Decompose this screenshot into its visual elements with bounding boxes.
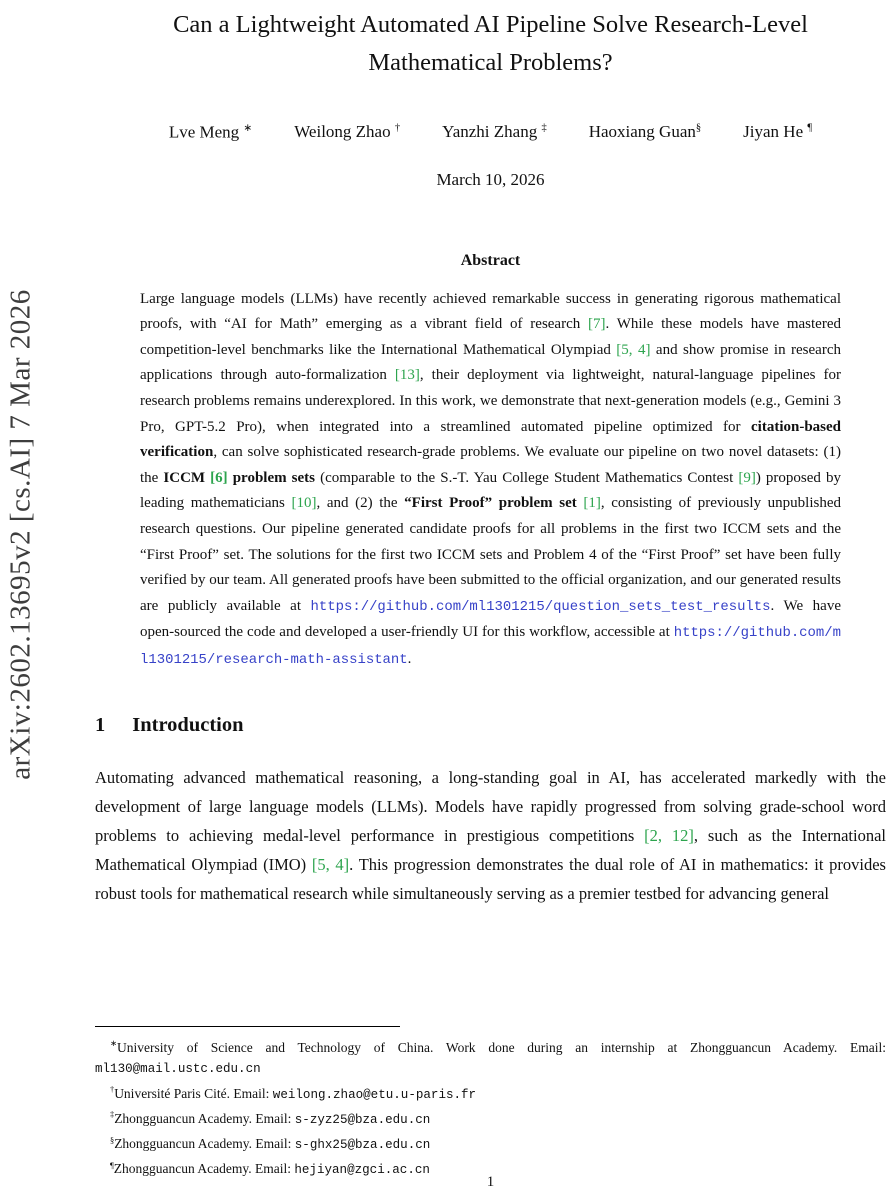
url-link[interactable]: https://github.com/ml1301215/question_sets_test_results: [310, 598, 771, 615]
author-name: Jiyan He ¶: [743, 122, 813, 141]
paper-title-line2: Mathematical Problems?: [368, 49, 613, 76]
author-list: [95, 122, 886, 143]
arxiv-watermark: arXiv:2602.13695v2 [cs.AI] 7 Mar 2026: [4, 289, 37, 780]
emphasized-text: citation-based verification: [140, 418, 841, 461]
footnote-symbol: §: [110, 1135, 115, 1145]
footnote-area: [95, 1026, 886, 1181]
citation-link[interactable]: [13]: [394, 367, 420, 384]
citation-link[interactable]: [9]: [738, 469, 756, 486]
citation-link[interactable]: [6]: [210, 469, 228, 486]
citation-link[interactable]: [5, 4]: [311, 854, 350, 874]
section-number: 1: [95, 713, 106, 736]
citation-link[interactable]: [1]: [583, 495, 601, 512]
footnote-symbol: ‡: [110, 1110, 115, 1120]
paper-content: [95, 0, 886, 1178]
author-name: Yanzhi Zhang ‡: [442, 122, 547, 141]
author-mark: ∗: [243, 123, 253, 134]
citation-link[interactable]: [5, 4]: [616, 341, 651, 358]
footnote-symbol: ¶: [110, 1160, 114, 1170]
citation-link[interactable]: [7]: [588, 316, 606, 333]
url-link[interactable]: https://github.com/ml1301215/research-math-assistant: [140, 625, 841, 668]
section-title: Introduction: [132, 713, 244, 736]
author-mark: †: [394, 122, 401, 134]
paper-title-line1: Can a Lightweight Automated AI Pipeline Solve Research-Level: [173, 11, 808, 38]
email-text: s-zyz25@bza.edu.cn: [294, 1112, 431, 1127]
citation-link[interactable]: [2, 12]: [644, 825, 694, 845]
email-text: s-ghx25@bza.edu.cn: [294, 1138, 431, 1153]
citation-link[interactable]: [10]: [291, 495, 317, 512]
author-mark: ¶: [807, 122, 813, 134]
footnote: †Université Paris Cité. Email: weilong.zhao@etu.u-paris.fr: [110, 1085, 477, 1102]
author-mark: ‡: [541, 122, 547, 134]
abstract-section: [95, 252, 886, 674]
abstract-heading: Abstract: [460, 251, 521, 269]
author-name: Weilong Zhao †: [294, 122, 401, 141]
page-number: 1: [486, 1174, 495, 1190]
email-text: weilong.zhao@etu.u-paris.fr: [272, 1087, 477, 1102]
author-name: Haoxiang Guan§: [588, 122, 702, 141]
footnote-symbol: †: [110, 1085, 115, 1095]
footnote: §Zhongguancun Academy. Email: s-ghx25@bza.edu.cn: [110, 1135, 431, 1153]
emphasized-text: problem sets: [227, 469, 316, 486]
emphasized-text: ICCM: [163, 469, 211, 486]
section-heading-introduction: [95, 714, 886, 737]
intro-paragraph: Automating advanced mathematical reasoning, a long-standing goal in AI, has accelerated markedly with the development of large language models (LLMs). Models have rapidly progressed from solving grade-school word problems to achieving medal-level performance in prestigious competitions [2, 12], such as the International Mathematical Olympiad (IMO) [5, 4]. This progression demonstrates the dual role of AI in mathematics: it provides robust tools for mathematical research while simultaneously serving as a premier testbed for advancing general: [95, 767, 886, 903]
email-text: hejiyan@zgci.ac.cn: [294, 1163, 430, 1178]
email-text: ml130@mail.ustc.edu.cn: [95, 1062, 261, 1077]
footnote: ¶Zhongguancun Academy. Email: hejiyan@zgci.ac.cn: [110, 1160, 430, 1178]
author-mark: §: [695, 122, 702, 134]
abstract-text: Large language models (LLMs) have recently achieved remarkable success in generating rigorous mathematical proofs, with “AI for Math” emerging as a vibrant field of research [7]. While these models have mastered competition-level benchmarks like the International Mathematical Olympiad [5, 4] and show promise in research applications through auto-formalization [13], their deployment via lightweight, natural-language pipelines for research problems remains underexplored. In this work, we demonstrate that next-generation models (e.g., Gemini 3 Pro, GPT-5.2 Pro), when integrated into a streamlined automated pipeline optimized for citation-based verification, can solve sophisticated research-grade problems. We evaluate our pipeline on two novel datasets: (1) the ICCM [6] problem sets (comparable to the S.-T. Yau College Student Mathematics Contest [9]) proposed by leading mathematicians [10], and (2) the “First Proof” problem set [1], consisting of previously unpublished research questions. Our pipeline generated candidate proofs for all problems in the first two ICCM sets and the “First Proof” set. The solutions for the first two ICCM sets and Problem 4 of the “First Proof” set have been fully verified by our team. All generated proofs have been submitted to the official organization, and our generated results are publicly available at https://github.com/ml1301215/question_sets_test_results. We have open-sourced the code and developed a user-friendly UI for this workflow, accessible at https://github.com/ml1301215/research-math-assistant.: [140, 290, 842, 668]
footnote-rule: [95, 1026, 400, 1027]
footnote-symbol: ∗: [110, 1039, 118, 1048]
author-name: Lve Meng ∗: [168, 122, 253, 142]
emphasized-text: “First Proof” problem set: [404, 495, 577, 512]
paper-title: [95, 6, 886, 82]
footnote: ∗University of Science and Technology of China. Work done during an internship at Zhongguancun Academy. Email: ml130@mail.ustc.edu.cn: [95, 1039, 886, 1077]
footnote: ‡Zhongguancun Academy. Email: s-zyz25@bza.edu.cn: [110, 1110, 431, 1127]
publication-date: March 10, 2026: [436, 169, 545, 189]
